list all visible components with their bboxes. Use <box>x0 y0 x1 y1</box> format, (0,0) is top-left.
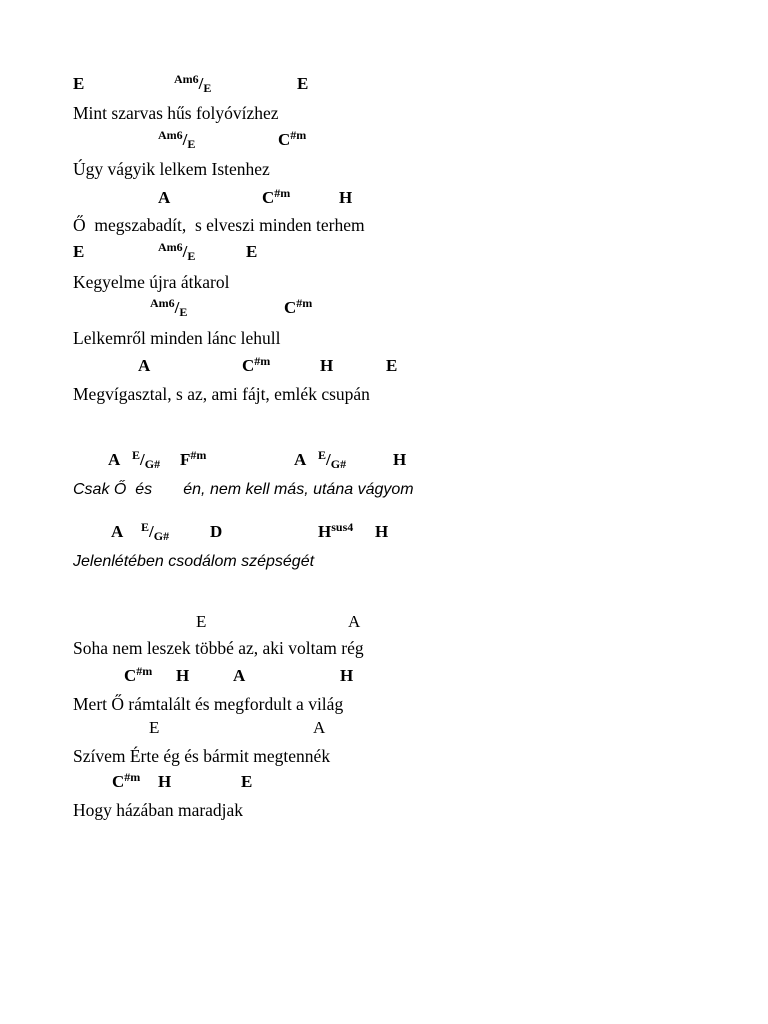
chord-verse1-5-3: E <box>386 356 398 375</box>
lyric-chorus-1: Jelenlétében csodálom szépségét <box>73 553 315 570</box>
chord-chorus-0-5: H <box>393 450 407 469</box>
chord-verse1-0-1: $^{Am6}/_E$ <box>174 72 212 95</box>
chord-verse1-0-0: E <box>73 74 85 93</box>
chord-verse1-2-1: $C^{\#m}$ <box>262 186 291 207</box>
chord-verse1-1-0: $^{Am6}/_E$ <box>158 128 196 151</box>
chord-chorus-1-1: $^E/_{G\#}$ <box>141 520 170 543</box>
chord-verse1-2-0: A <box>158 188 171 207</box>
lyric-verse1-2: Ő megszabadít, s elveszi minden terhem <box>73 215 365 235</box>
lyric-verse2-3: Hogy házában maradjak <box>73 800 244 820</box>
chord-chorus-0-1: $^E/_{G\#}$ <box>132 448 161 471</box>
chord-verse1-0-2: E <box>297 74 309 93</box>
chord-chorus-1-3: $H^{sus4}$ <box>318 520 354 541</box>
chord-verse1-5-2: H <box>320 356 334 375</box>
chord-chorus-0-4: $^E/_{G\#}$ <box>318 448 347 471</box>
lyric-chorus-0: Csak Ő és én, nem kell más, utána vágyom <box>73 481 414 498</box>
chord-verse1-3-2: E <box>246 242 258 261</box>
chord-chorus-0-2: $F^{\#m}$ <box>180 448 207 469</box>
chord-verse2-1-3: H <box>340 666 354 685</box>
chord-verse1-1-1: $C^{\#m}$ <box>278 128 307 149</box>
chord-verse2-3-1: H <box>158 772 172 791</box>
chord-chorus-1-2: D <box>210 522 223 541</box>
chord-chorus-0-3: A <box>294 450 307 469</box>
chord-verse1-5-0: A <box>138 356 151 375</box>
chord-verse1-3-0: E <box>73 242 85 261</box>
lyric-verse1-0: Mint szarvas hűs folyóvízhez <box>73 103 279 123</box>
lyric-verse2-2: Szívem Érte ég és bármit megtennék <box>73 746 331 766</box>
chord-verse2-2-1: A <box>313 718 326 737</box>
chord-chorus-1-4: H <box>375 522 389 541</box>
chord-verse2-3-0: $C^{\#m}$ <box>112 770 141 791</box>
lyric-verse1-5: Megvígasztal, s az, ami fájt, emlék csupán <box>73 384 370 404</box>
chord-verse2-1-1: H <box>176 666 190 685</box>
chord-verse1-4-0: $^{Am6}/_E$ <box>150 296 188 319</box>
chord-verse2-1-0: $C^{\#m}$ <box>124 664 153 685</box>
chord-verse2-0-0: E <box>196 612 207 631</box>
chord-verse1-3-1: $^{Am6}/_E$ <box>158 240 196 263</box>
lyric-verse1-3: Kegyelme újra átkarol <box>73 272 230 292</box>
chord-verse2-0-1: A <box>348 612 361 631</box>
chord-chorus-0-0: A <box>108 450 121 469</box>
chord-verse1-5-1: $C^{\#m}$ <box>242 354 271 375</box>
lyric-verse2-1: Mert Ő rámtalált és megfordult a világ <box>73 694 344 714</box>
chord-verse2-1-2: A <box>233 666 246 685</box>
chord-verse2-3-2: E <box>241 772 253 791</box>
chord-verse2-2-0: E <box>149 718 160 737</box>
chord-chorus-1-0: A <box>111 522 124 541</box>
lyric-verse1-4: Lelkemről minden lánc lehull <box>73 328 281 348</box>
chord-verse1-2-2: H <box>339 188 353 207</box>
lyric-verse2-0: Soha nem leszek többé az, aki voltam rég <box>73 638 364 658</box>
lyric-verse1-1: Úgy vágyik lelkem Istenhez <box>73 159 270 179</box>
chord-verse1-4-1: $C^{\#m}$ <box>284 296 313 317</box>
